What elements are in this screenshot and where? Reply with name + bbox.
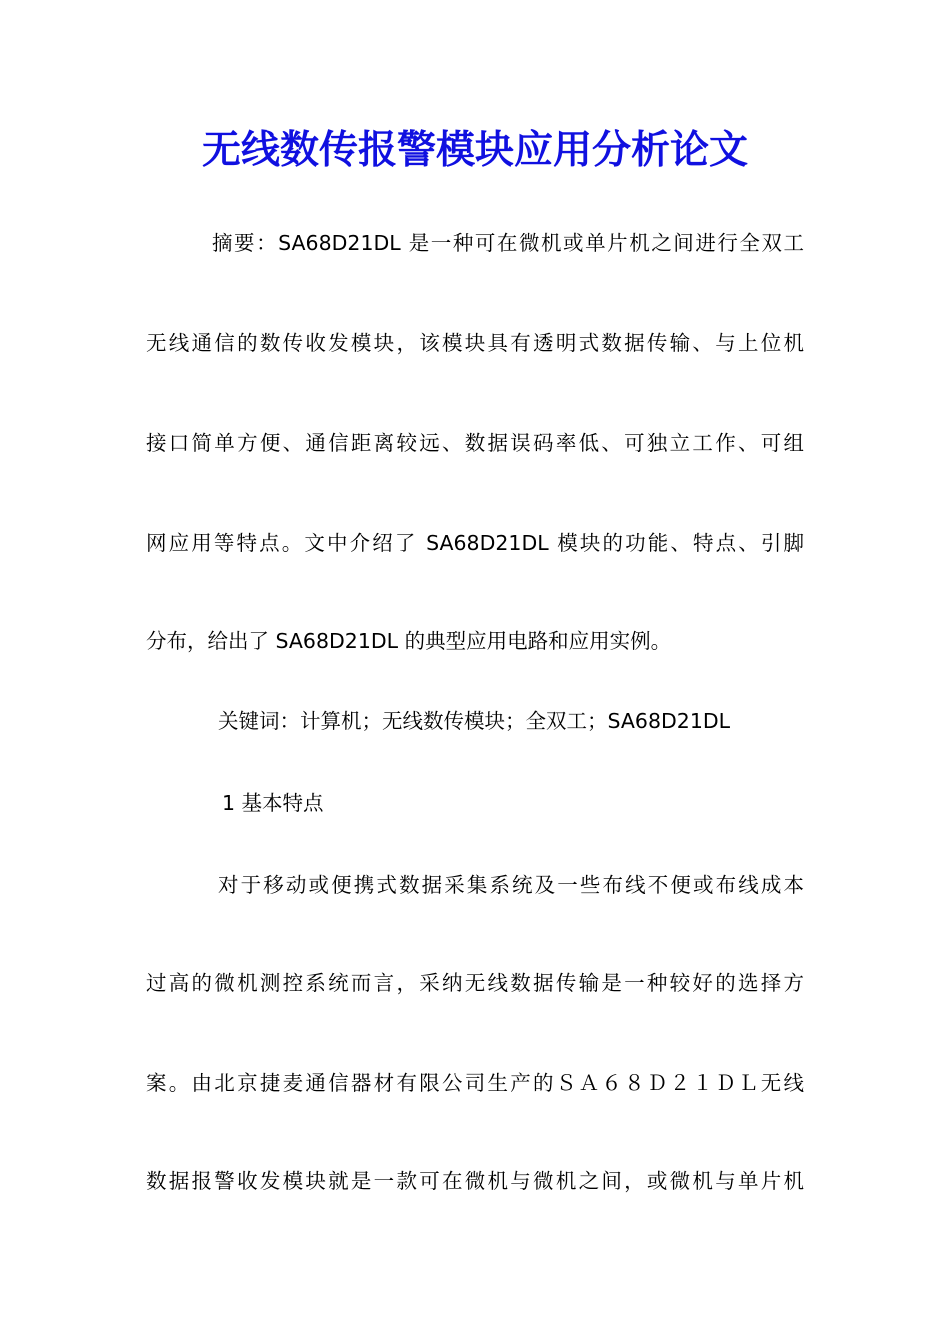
abstract-line-1: 摘要：SA68D21DL 是一种可在微机或单片机之间进行全双工 [212,231,804,255]
abstract-line-5: 分布，给出了 SA68D21DL 的典型应用电路和应用实例。 [146,629,672,653]
document-title: 无线数传报警模块应用分析论文 [201,127,748,173]
abstract-line-2: 无线通信的数传收发模块，该模块具有透明式数据传输、与上位机 [146,331,804,355]
body-line-3: 案。由北京捷麦通信器材有限公司生产的ＳＡ６８Ｄ２１ＤＬ无线 [146,1071,804,1095]
body-line-2: 过高的微机测控系统而言，采纳无线数据传输是一种较好的选择方 [146,971,804,995]
keywords-line: 关键词：计算机；无线数传模块；全双工；SA68D21DL [218,709,731,733]
abstract-line-4: 网应用等特点。文中介绍了 SA68D21DL 模块的功能、特点、引脚 [146,531,804,555]
body-line-4: 数据报警收发模块就是一款可在微机与微机之间，或微机与单片机 [146,1169,804,1193]
abstract-line-3: 接口简单方便、通信距离较远、数据误码率低、可独立工作、可组 [146,431,804,455]
body-line-1: 对于移动或便携式数据采集系统及一些布线不便或布线成本 [218,873,804,897]
section-heading: 1 基本特点 [222,791,324,815]
